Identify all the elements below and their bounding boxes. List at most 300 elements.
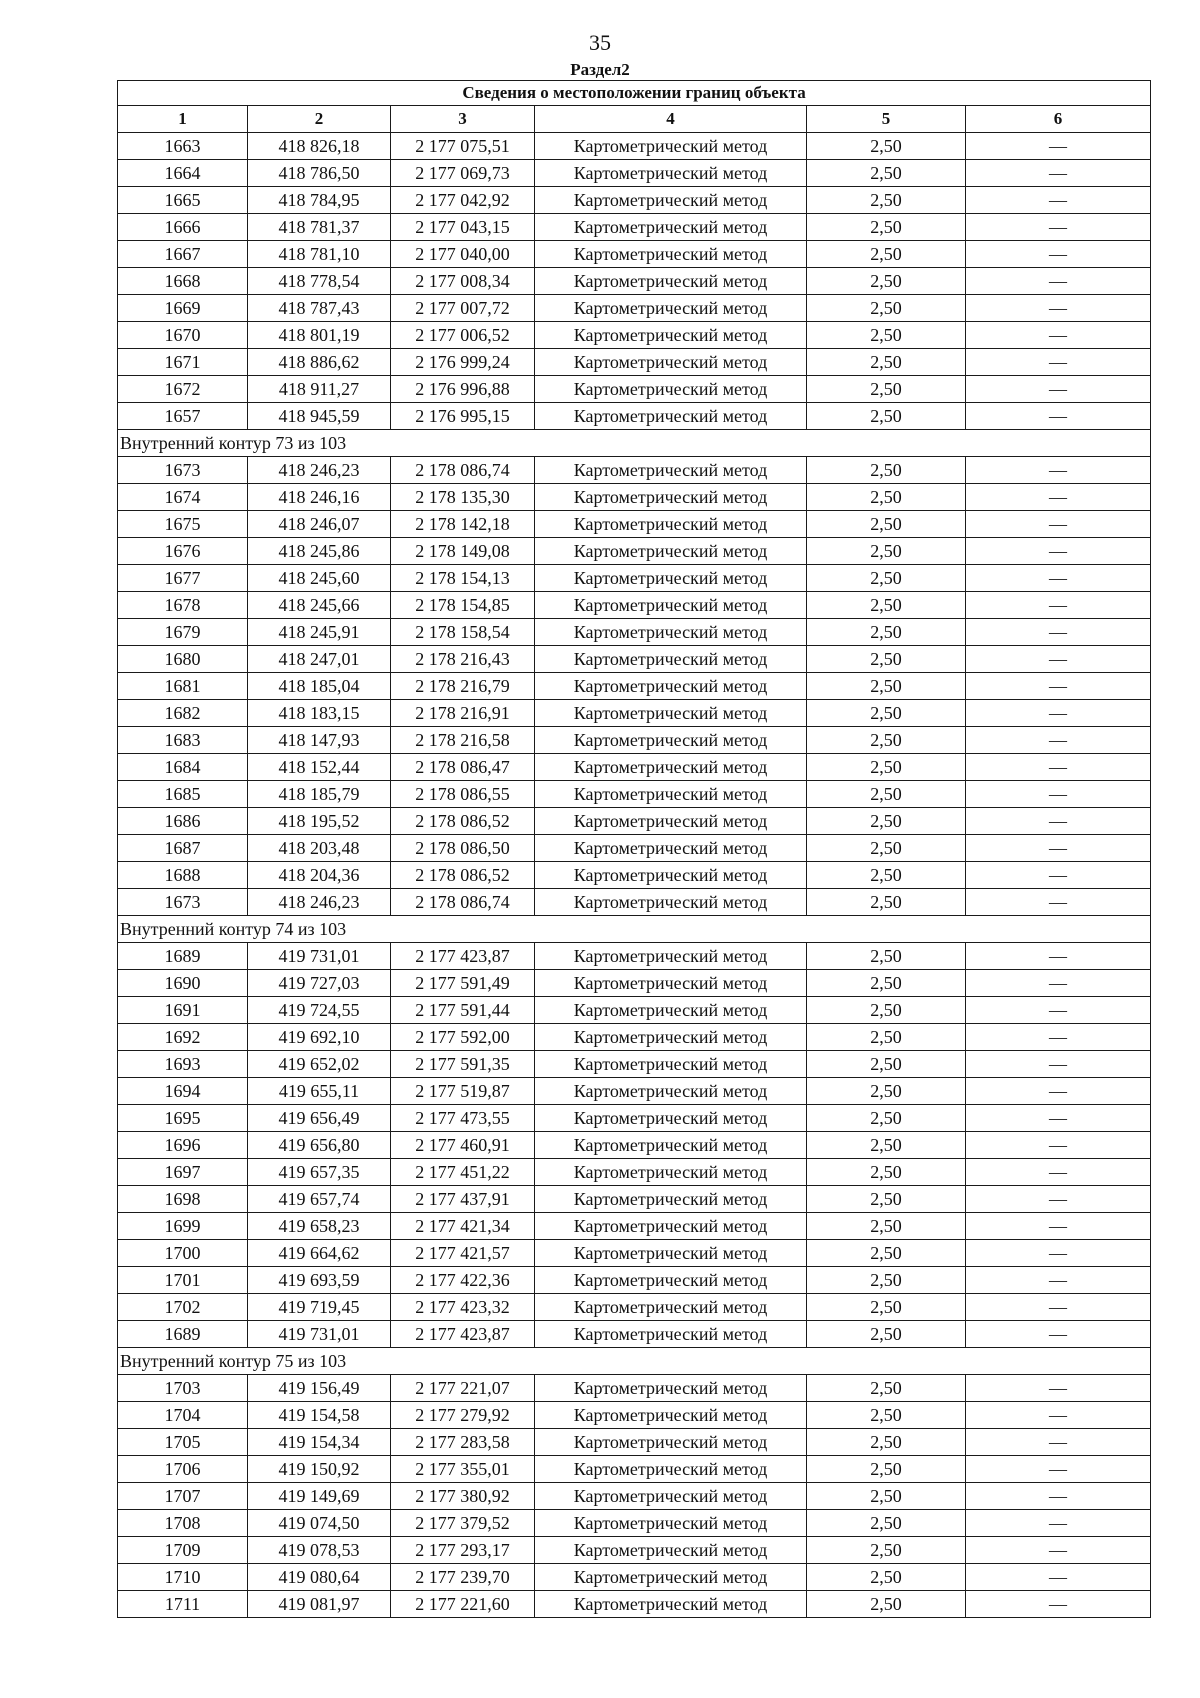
y-coordinate-cell: 2 177 007,72 [391, 295, 535, 322]
description-cell: — [966, 295, 1151, 322]
method-cell: Картометрический метод [535, 1402, 807, 1429]
description-cell: — [966, 1510, 1151, 1537]
table-caption: Сведения о местоположении границ объекта [118, 81, 1151, 106]
accuracy-cell: 2,50 [807, 862, 966, 889]
table-row [118, 1051, 1151, 1078]
table-row [118, 187, 1151, 214]
x-coordinate-cell: 418 786,50 [248, 160, 391, 187]
method-cell: Картометрический метод [535, 781, 807, 808]
accuracy-cell: 2,50 [807, 403, 966, 430]
x-coordinate-cell: 418 246,23 [248, 889, 391, 916]
y-coordinate-cell: 2 178 158,54 [391, 619, 535, 646]
y-coordinate-cell: 2 177 279,92 [391, 1402, 535, 1429]
x-coordinate-cell: 418 801,19 [248, 322, 391, 349]
table-row [118, 1537, 1151, 1564]
table-row [118, 1159, 1151, 1186]
x-coordinate-cell: 419 719,45 [248, 1294, 391, 1321]
method-cell: Картометрический метод [535, 1429, 807, 1456]
table-row [118, 1186, 1151, 1213]
x-coordinate-cell: 419 149,69 [248, 1483, 391, 1510]
x-coordinate-cell: 419 658,23 [248, 1213, 391, 1240]
point-number-cell: 1694 [118, 1078, 248, 1105]
description-cell: — [966, 1105, 1151, 1132]
column-header: 3 [391, 106, 535, 133]
y-coordinate-cell: 2 178 086,74 [391, 457, 535, 484]
y-coordinate-cell: 2 177 239,70 [391, 1564, 535, 1591]
point-number-cell: 1711 [118, 1591, 248, 1618]
accuracy-cell: 2,50 [807, 1078, 966, 1105]
table-row [118, 1240, 1151, 1267]
x-coordinate-cell: 419 150,92 [248, 1456, 391, 1483]
y-coordinate-cell: 2 177 591,35 [391, 1051, 535, 1078]
point-number-cell: 1680 [118, 646, 248, 673]
point-number-cell: 1657 [118, 403, 248, 430]
y-coordinate-cell: 2 177 040,00 [391, 241, 535, 268]
point-number-cell: 1672 [118, 376, 248, 403]
method-cell: Картометрический метод [535, 862, 807, 889]
point-number-cell: 1666 [118, 214, 248, 241]
x-coordinate-cell: 418 245,91 [248, 619, 391, 646]
table-row [118, 1321, 1151, 1348]
y-coordinate-cell: 2 177 355,01 [391, 1456, 535, 1483]
x-coordinate-cell: 418 204,36 [248, 862, 391, 889]
method-cell: Картометрический метод [535, 1375, 807, 1402]
point-number-cell: 1698 [118, 1186, 248, 1213]
method-cell: Картометрический метод [535, 1159, 807, 1186]
x-coordinate-cell: 418 195,52 [248, 808, 391, 835]
x-coordinate-cell: 419 724,55 [248, 997, 391, 1024]
accuracy-cell: 2,50 [807, 214, 966, 241]
method-cell: Картометрический метод [535, 592, 807, 619]
x-coordinate-cell: 419 656,80 [248, 1132, 391, 1159]
x-coordinate-cell: 418 778,54 [248, 268, 391, 295]
accuracy-cell: 2,50 [807, 1456, 966, 1483]
method-cell: Картометрический метод [535, 268, 807, 295]
point-number-cell: 1710 [118, 1564, 248, 1591]
y-coordinate-cell: 2 177 283,58 [391, 1429, 535, 1456]
y-coordinate-cell: 2 178 216,91 [391, 700, 535, 727]
point-number-cell: 1704 [118, 1402, 248, 1429]
method-cell: Картометрический метод [535, 970, 807, 997]
point-number-cell: 1690 [118, 970, 248, 997]
description-cell: — [966, 592, 1151, 619]
y-coordinate-cell: 2 177 221,07 [391, 1375, 535, 1402]
table-row [118, 862, 1151, 889]
point-number-cell: 1688 [118, 862, 248, 889]
accuracy-cell: 2,50 [807, 1132, 966, 1159]
description-cell: — [966, 322, 1151, 349]
table-row [118, 538, 1151, 565]
point-number-cell: 1684 [118, 754, 248, 781]
accuracy-cell: 2,50 [807, 808, 966, 835]
method-cell: Картометрический метод [535, 1240, 807, 1267]
table-row [118, 1132, 1151, 1159]
description-cell: — [966, 727, 1151, 754]
accuracy-cell: 2,50 [807, 1240, 966, 1267]
description-cell: — [966, 1375, 1151, 1402]
table-body [118, 133, 1151, 1618]
table-row [118, 1024, 1151, 1051]
accuracy-cell: 2,50 [807, 1591, 966, 1618]
x-coordinate-cell: 418 945,59 [248, 403, 391, 430]
method-cell: Картометрический метод [535, 754, 807, 781]
y-coordinate-cell: 2 177 423,32 [391, 1294, 535, 1321]
accuracy-cell: 2,50 [807, 970, 966, 997]
description-cell: — [966, 673, 1151, 700]
point-number-cell: 1689 [118, 1321, 248, 1348]
x-coordinate-cell: 419 731,01 [248, 1321, 391, 1348]
point-number-cell: 1709 [118, 1537, 248, 1564]
point-number-cell: 1693 [118, 1051, 248, 1078]
method-cell: Картометрический метод [535, 646, 807, 673]
table-row [118, 349, 1151, 376]
description-cell: — [966, 619, 1151, 646]
column-header: 1 [118, 106, 248, 133]
y-coordinate-cell: 2 177 421,34 [391, 1213, 535, 1240]
description-cell: — [966, 754, 1151, 781]
contour-heading: Внутренний контур 75 из 103 [118, 1348, 1151, 1375]
description-cell: — [966, 1429, 1151, 1456]
y-coordinate-cell: 2 177 591,49 [391, 970, 535, 997]
point-number-cell: 1682 [118, 700, 248, 727]
y-coordinate-cell: 2 177 460,91 [391, 1132, 535, 1159]
accuracy-cell: 2,50 [807, 1564, 966, 1591]
x-coordinate-cell: 419 154,58 [248, 1402, 391, 1429]
x-coordinate-cell: 418 203,48 [248, 835, 391, 862]
y-coordinate-cell: 2 177 451,22 [391, 1159, 535, 1186]
method-cell: Картометрический метод [535, 1294, 807, 1321]
x-coordinate-cell: 418 886,62 [248, 349, 391, 376]
column-header: 6 [966, 106, 1151, 133]
table-row [118, 160, 1151, 187]
y-coordinate-cell: 2 177 380,92 [391, 1483, 535, 1510]
table-row [118, 889, 1151, 916]
method-cell: Картометрический метод [535, 187, 807, 214]
method-cell: Картометрический метод [535, 295, 807, 322]
x-coordinate-cell: 419 693,59 [248, 1267, 391, 1294]
table-row [118, 457, 1151, 484]
table-row [118, 673, 1151, 700]
table-row [118, 1591, 1151, 1618]
description-cell: — [966, 1483, 1151, 1510]
y-coordinate-cell: 2 178 216,79 [391, 673, 535, 700]
accuracy-cell: 2,50 [807, 133, 966, 160]
table-row [118, 1564, 1151, 1591]
method-cell: Картометрический метод [535, 1456, 807, 1483]
table-row [118, 808, 1151, 835]
table-row [118, 943, 1151, 970]
x-coordinate-cell: 418 247,01 [248, 646, 391, 673]
description-cell: — [966, 1402, 1151, 1429]
accuracy-cell: 2,50 [807, 997, 966, 1024]
column-header: 5 [807, 106, 966, 133]
description-cell: — [966, 1213, 1151, 1240]
point-number-cell: 1700 [118, 1240, 248, 1267]
x-coordinate-cell: 419 664,62 [248, 1240, 391, 1267]
description-cell: — [966, 538, 1151, 565]
contour-heading: Внутренний контур 74 из 103 [118, 916, 1151, 943]
table-row [118, 646, 1151, 673]
y-coordinate-cell: 2 177 473,55 [391, 1105, 535, 1132]
point-number-cell: 1664 [118, 160, 248, 187]
contour-heading: Внутренний контур 73 из 103 [118, 430, 1151, 457]
description-cell: — [966, 1456, 1151, 1483]
method-cell: Картометрический метод [535, 1105, 807, 1132]
method-cell: Картометрический метод [535, 1483, 807, 1510]
method-cell: Картометрический метод [535, 1186, 807, 1213]
method-cell: Картометрический метод [535, 565, 807, 592]
point-number-cell: 1708 [118, 1510, 248, 1537]
table-row [118, 295, 1151, 322]
y-coordinate-cell: 2 178 086,50 [391, 835, 535, 862]
accuracy-cell: 2,50 [807, 1537, 966, 1564]
accuracy-cell: 2,50 [807, 646, 966, 673]
point-number-cell: 1687 [118, 835, 248, 862]
x-coordinate-cell: 418 152,44 [248, 754, 391, 781]
table-row [118, 376, 1151, 403]
description-cell: — [966, 1159, 1151, 1186]
accuracy-cell: 2,50 [807, 511, 966, 538]
point-number-cell: 1663 [118, 133, 248, 160]
y-coordinate-cell: 2 178 154,85 [391, 592, 535, 619]
boundary-table [117, 80, 1151, 1618]
accuracy-cell: 2,50 [807, 700, 966, 727]
x-coordinate-cell: 419 081,97 [248, 1591, 391, 1618]
y-coordinate-cell: 2 178 086,74 [391, 889, 535, 916]
table-row [118, 754, 1151, 781]
accuracy-cell: 2,50 [807, 538, 966, 565]
x-coordinate-cell: 419 078,53 [248, 1537, 391, 1564]
y-coordinate-cell: 2 177 421,57 [391, 1240, 535, 1267]
x-coordinate-cell: 418 826,18 [248, 133, 391, 160]
x-coordinate-cell: 419 657,35 [248, 1159, 391, 1186]
point-number-cell: 1699 [118, 1213, 248, 1240]
method-cell: Картометрический метод [535, 1564, 807, 1591]
y-coordinate-cell: 2 178 216,43 [391, 646, 535, 673]
y-coordinate-cell: 2 178 086,52 [391, 808, 535, 835]
description-cell: — [966, 214, 1151, 241]
accuracy-cell: 2,50 [807, 1483, 966, 1510]
point-number-cell: 1677 [118, 565, 248, 592]
table-row [118, 511, 1151, 538]
y-coordinate-cell: 2 177 069,73 [391, 160, 535, 187]
x-coordinate-cell: 418 781,10 [248, 241, 391, 268]
x-coordinate-cell: 419 692,10 [248, 1024, 391, 1051]
accuracy-cell: 2,50 [807, 376, 966, 403]
accuracy-cell: 2,50 [807, 727, 966, 754]
description-cell: — [966, 403, 1151, 430]
description-cell: — [966, 484, 1151, 511]
description-cell: — [966, 187, 1151, 214]
table-row [118, 997, 1151, 1024]
description-cell: — [966, 1564, 1151, 1591]
point-number-cell: 1668 [118, 268, 248, 295]
method-cell: Картометрический метод [535, 997, 807, 1024]
y-coordinate-cell: 2 177 075,51 [391, 133, 535, 160]
y-coordinate-cell: 2 177 592,00 [391, 1024, 535, 1051]
method-cell: Картометрический метод [535, 241, 807, 268]
method-cell: Картометрический метод [535, 1132, 807, 1159]
accuracy-cell: 2,50 [807, 619, 966, 646]
description-cell: — [966, 268, 1151, 295]
point-number-cell: 1671 [118, 349, 248, 376]
accuracy-cell: 2,50 [807, 349, 966, 376]
y-coordinate-cell: 2 177 591,44 [391, 997, 535, 1024]
x-coordinate-cell: 418 147,93 [248, 727, 391, 754]
accuracy-cell: 2,50 [807, 1105, 966, 1132]
x-coordinate-cell: 418 185,04 [248, 673, 391, 700]
description-cell: — [966, 997, 1151, 1024]
x-coordinate-cell: 419 727,03 [248, 970, 391, 997]
point-number-cell: 1689 [118, 943, 248, 970]
point-number-cell: 1679 [118, 619, 248, 646]
point-number-cell: 1691 [118, 997, 248, 1024]
point-number-cell: 1692 [118, 1024, 248, 1051]
x-coordinate-cell: 419 080,64 [248, 1564, 391, 1591]
point-number-cell: 1675 [118, 511, 248, 538]
x-coordinate-cell: 418 185,79 [248, 781, 391, 808]
table-row [118, 1267, 1151, 1294]
description-cell: — [966, 1024, 1151, 1051]
point-number-cell: 1667 [118, 241, 248, 268]
description-cell: — [966, 457, 1151, 484]
description-cell: — [966, 1051, 1151, 1078]
y-coordinate-cell: 2 178 135,30 [391, 484, 535, 511]
x-coordinate-cell: 418 911,27 [248, 376, 391, 403]
point-number-cell: 1703 [118, 1375, 248, 1402]
section-title: Раздел2 [570, 60, 630, 79]
method-cell: Картометрический метод [535, 457, 807, 484]
method-cell: Картометрический метод [535, 322, 807, 349]
table-row [118, 1078, 1151, 1105]
description-cell: — [966, 970, 1151, 997]
y-coordinate-cell: 2 177 519,87 [391, 1078, 535, 1105]
accuracy-cell: 2,50 [807, 673, 966, 700]
method-cell: Картометрический метод [535, 538, 807, 565]
point-number-cell: 1670 [118, 322, 248, 349]
x-coordinate-cell: 418 246,07 [248, 511, 391, 538]
point-number-cell: 1706 [118, 1456, 248, 1483]
x-coordinate-cell: 418 246,23 [248, 457, 391, 484]
table-row [118, 619, 1151, 646]
accuracy-cell: 2,50 [807, 889, 966, 916]
description-cell: — [966, 1591, 1151, 1618]
y-coordinate-cell: 2 177 422,36 [391, 1267, 535, 1294]
table-row [118, 241, 1151, 268]
column-header: 4 [535, 106, 807, 133]
y-coordinate-cell: 2 176 999,24 [391, 349, 535, 376]
table-row [118, 1456, 1151, 1483]
method-cell: Картометрический метод [535, 673, 807, 700]
point-number-cell: 1678 [118, 592, 248, 619]
table-row [118, 403, 1151, 430]
x-coordinate-cell: 419 156,49 [248, 1375, 391, 1402]
y-coordinate-cell: 2 177 221,60 [391, 1591, 535, 1618]
x-coordinate-cell: 418 246,16 [248, 484, 391, 511]
method-cell: Картометрический метод [535, 727, 807, 754]
description-cell: — [966, 1240, 1151, 1267]
accuracy-cell: 2,50 [807, 754, 966, 781]
contour-heading-row [118, 430, 1151, 457]
table-row [118, 214, 1151, 241]
method-cell: Картометрический метод [535, 700, 807, 727]
method-cell: Картометрический метод [535, 214, 807, 241]
y-coordinate-cell: 2 178 086,55 [391, 781, 535, 808]
description-cell: — [966, 700, 1151, 727]
description-cell: — [966, 1537, 1151, 1564]
method-cell: Картометрический метод [535, 484, 807, 511]
y-coordinate-cell: 2 177 043,15 [391, 214, 535, 241]
table-row [118, 1213, 1151, 1240]
description-cell: — [966, 835, 1151, 862]
accuracy-cell: 2,50 [807, 943, 966, 970]
accuracy-cell: 2,50 [807, 322, 966, 349]
y-coordinate-cell: 2 177 437,91 [391, 1186, 535, 1213]
x-coordinate-cell: 419 731,01 [248, 943, 391, 970]
description-cell: — [966, 943, 1151, 970]
x-coordinate-cell: 418 784,95 [248, 187, 391, 214]
table-row [118, 1402, 1151, 1429]
point-number-cell: 1685 [118, 781, 248, 808]
method-cell: Картометрический метод [535, 160, 807, 187]
y-coordinate-cell: 2 176 996,88 [391, 376, 535, 403]
y-coordinate-cell: 2 177 008,34 [391, 268, 535, 295]
method-cell: Картометрический метод [535, 1213, 807, 1240]
method-cell: Картометрический метод [535, 1591, 807, 1618]
x-coordinate-cell: 419 656,49 [248, 1105, 391, 1132]
description-cell: — [966, 376, 1151, 403]
accuracy-cell: 2,50 [807, 1375, 966, 1402]
table-row [118, 970, 1151, 997]
table-row [118, 1429, 1151, 1456]
contour-heading-row [118, 916, 1151, 943]
accuracy-cell: 2,50 [807, 1051, 966, 1078]
x-coordinate-cell: 419 652,02 [248, 1051, 391, 1078]
y-coordinate-cell: 2 178 149,08 [391, 538, 535, 565]
description-cell: — [966, 1078, 1151, 1105]
point-number-cell: 1674 [118, 484, 248, 511]
method-cell: Картометрический метод [535, 889, 807, 916]
table-row [118, 592, 1151, 619]
table-row [118, 268, 1151, 295]
method-cell: Картометрический метод [535, 511, 807, 538]
x-coordinate-cell: 418 245,86 [248, 538, 391, 565]
method-cell: Картометрический метод [535, 835, 807, 862]
description-cell: — [966, 565, 1151, 592]
point-number-cell: 1669 [118, 295, 248, 322]
method-cell: Картометрический метод [535, 133, 807, 160]
contour-heading-row [118, 1348, 1151, 1375]
method-cell: Картометрический метод [535, 1078, 807, 1105]
method-cell: Картометрический метод [535, 349, 807, 376]
accuracy-cell: 2,50 [807, 160, 966, 187]
accuracy-cell: 2,50 [807, 1267, 966, 1294]
table-row [118, 1483, 1151, 1510]
method-cell: Картометрический метод [535, 1537, 807, 1564]
y-coordinate-cell: 2 178 142,18 [391, 511, 535, 538]
accuracy-cell: 2,50 [807, 835, 966, 862]
page-number: 35 [589, 30, 611, 55]
description-cell: — [966, 349, 1151, 376]
method-cell: Картометрический метод [535, 376, 807, 403]
x-coordinate-cell: 418 245,66 [248, 592, 391, 619]
x-coordinate-cell: 418 245,60 [248, 565, 391, 592]
point-number-cell: 1707 [118, 1483, 248, 1510]
table-row [118, 700, 1151, 727]
accuracy-cell: 2,50 [807, 1402, 966, 1429]
x-coordinate-cell: 419 655,11 [248, 1078, 391, 1105]
accuracy-cell: 2,50 [807, 565, 966, 592]
